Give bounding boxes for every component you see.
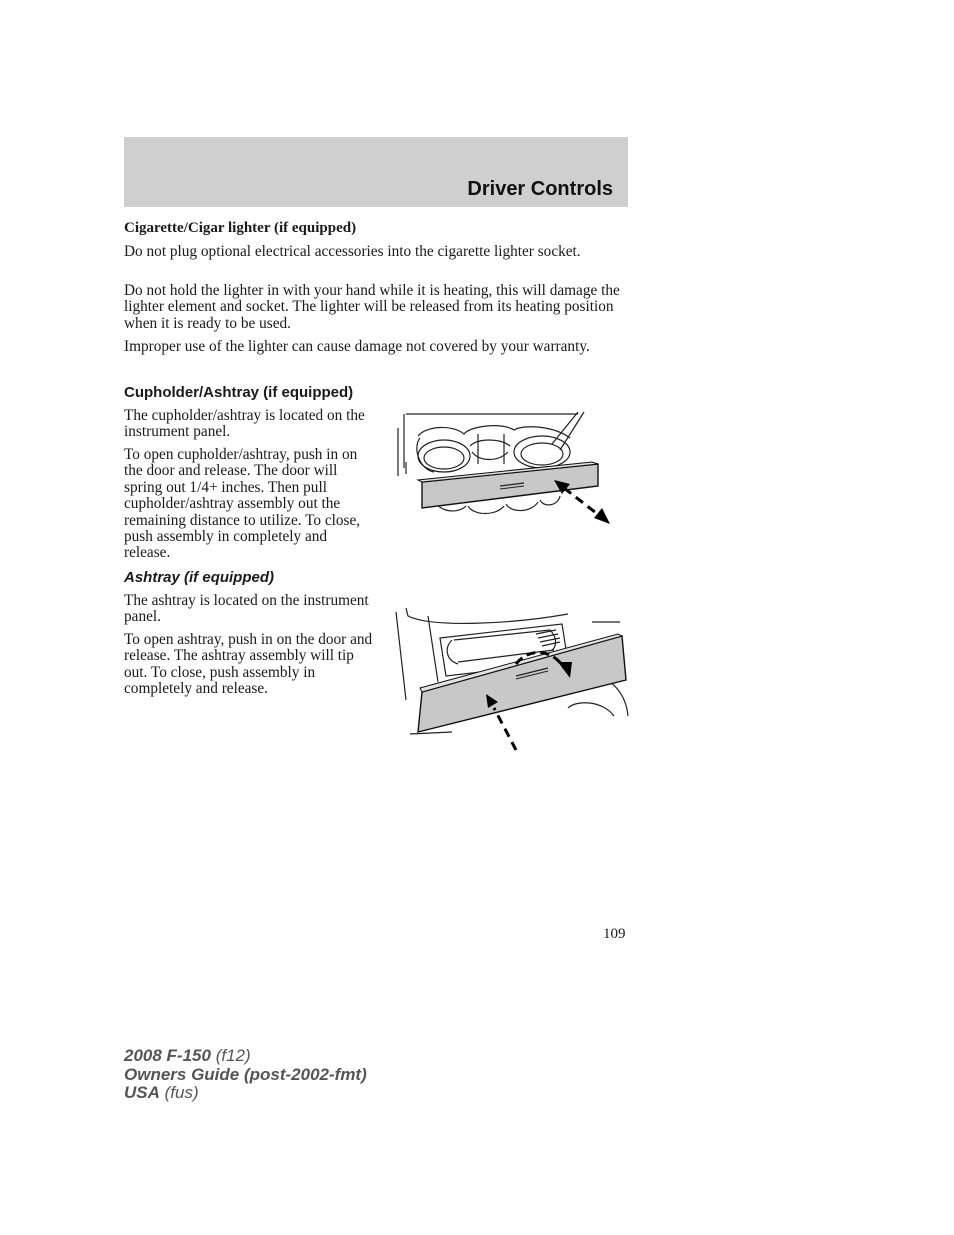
ashtray-paragraph-1: The ashtray is located on the instrument panel. bbox=[124, 592, 369, 626]
footer-guide: Owners Guide (post-2002-fmt) bbox=[124, 1064, 367, 1084]
ashtray-paragraph-2: To open ashtray, push in on the door and release. The ashtray assembly will tip out. To close, push assembly in completely and release. bbox=[124, 631, 373, 698]
footer-model: 2008 F-150 bbox=[124, 1046, 211, 1065]
page-number: 109 bbox=[603, 926, 626, 942]
footer bbox=[124, 1047, 367, 1103]
section-title: Driver Controls bbox=[467, 178, 613, 200]
lighter-heading: Cigarette/Cigar lighter (if equipped) bbox=[124, 220, 357, 236]
cupholder-paragraph-1: The cupholder/ashtray is located on the instrument panel. bbox=[124, 407, 365, 441]
cupholder-heading: Cupholder/Ashtray (if equipped) bbox=[124, 384, 354, 401]
footer-line-1 bbox=[124, 1047, 367, 1066]
footer-market-code: (fus) bbox=[164, 1083, 199, 1102]
lighter-paragraph-3: Improper use of the lighter can cause damage not covered by your warranty. bbox=[124, 338, 590, 355]
footer-line-3 bbox=[124, 1084, 367, 1103]
footer-market: USA bbox=[124, 1083, 160, 1102]
ashtray-heading: Ashtray (if equipped) bbox=[124, 569, 275, 586]
section-header-band bbox=[124, 137, 628, 207]
footer-model-code: (f12) bbox=[215, 1046, 251, 1065]
cupholder-illustration bbox=[392, 408, 614, 528]
cupholder-paragraph-2: To open cupholder/ashtray, push in on the door and release. The door will spring out 1/4+ inches. Then pull cupholder/ashtray assembly out the remaining distance to utilize. To close, push assembly in completely and release. bbox=[124, 446, 361, 562]
footer-line-2 bbox=[124, 1066, 367, 1085]
lighter-paragraph-2: Do not hold the lighter in with your hand while it is heating, this will damage the lighter element and socket. The lighter will be released from its heating position when it is ready to be used. bbox=[124, 282, 620, 332]
ashtray-illustration bbox=[392, 604, 630, 754]
lighter-paragraph-1: Do not plug optional electrical accessories into the cigarette lighter socket. bbox=[124, 243, 581, 260]
